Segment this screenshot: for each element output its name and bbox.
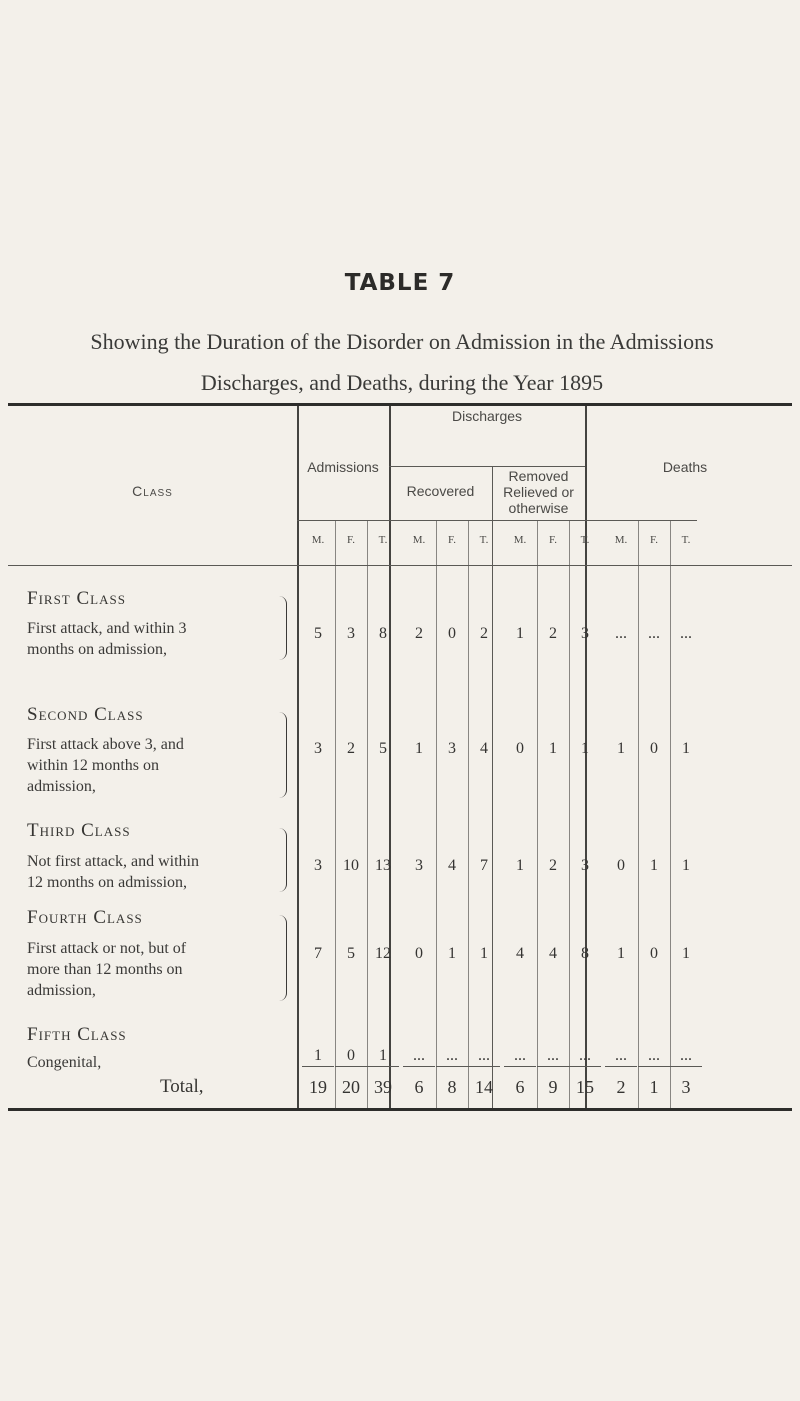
cell-row3-deaths-m: 0 [617, 857, 625, 874]
cell-row4-admissions-t: 12 [375, 945, 391, 962]
cell-row2-removed-f: 1 [549, 740, 557, 757]
table-subtitle [12, 321, 792, 403]
cell-row4-recovered-m: 0 [415, 945, 423, 962]
desc-line: First attack or not, but of [27, 940, 187, 957]
cell-row4-deaths-t: 1 [682, 945, 690, 962]
cell-row2-recovered-m: 1 [415, 740, 423, 757]
cell-row1-removed-t: 3 [581, 625, 589, 642]
column-header-rule [297, 520, 697, 521]
cell-row5-recovered-f: ... [446, 1047, 458, 1064]
header-recovered: Recovered [406, 483, 475, 499]
class-desc-first [27, 618, 272, 660]
cell-row5-removed-f: ... [547, 1047, 559, 1064]
cell-row4-deaths-f: 0 [650, 945, 658, 962]
total-deaths-m: 2 [616, 1077, 626, 1097]
column-rule [304, 565, 332, 566]
column-rule [640, 565, 668, 566]
total-recovered-t: 14 [475, 1077, 493, 1097]
header-class: Class [132, 483, 173, 499]
divider-recovered-removed [492, 466, 493, 1108]
brace-second [276, 712, 287, 798]
column-rule [369, 565, 397, 566]
desc-line: First attack, and within 3 [27, 620, 187, 637]
subheader-recovered-m: M. [412, 534, 426, 546]
sub-column-divider [436, 520, 437, 1108]
sub-column-divider [335, 520, 336, 1108]
sub-column-divider [367, 520, 368, 1108]
total-deaths-t: 3 [681, 1077, 691, 1097]
subheader-admissions-f: F. [347, 534, 355, 546]
class-label-third: Third Class [27, 820, 131, 841]
desc-line: Congenital, [27, 1054, 102, 1071]
cell-row1-recovered-t: 2 [480, 625, 488, 642]
cell-row1-deaths-m: ... [615, 625, 627, 642]
subtitle-line-1: Showing the Duration of the Disorder on Admission in the Admissions [90, 329, 714, 354]
cell-row4-recovered-t: 1 [480, 945, 488, 962]
total-removed-f: 9 [548, 1077, 558, 1097]
cell-row1-removed-f: 2 [549, 625, 557, 642]
cell-row2-admissions-f: 2 [347, 740, 355, 757]
desc-line: First attack above 3, and [27, 736, 184, 753]
sub-column-divider [569, 520, 570, 1108]
cell-row5-admissions-t: 1 [379, 1047, 387, 1064]
class-desc-fifth [27, 1052, 272, 1073]
cell-row3-recovered-f: 4 [448, 857, 456, 874]
total-rule [468, 1066, 500, 1067]
total-deaths-f: 1 [649, 1077, 659, 1097]
header-admissions: Admissions [307, 459, 379, 475]
total-rule [302, 1066, 334, 1067]
total-removed-m: 6 [515, 1077, 525, 1097]
cell-row5-removed-m: ... [514, 1047, 526, 1064]
sub-column-divider [468, 520, 469, 1108]
cell-row5-deaths-f: ... [648, 1047, 660, 1064]
cell-row4-admissions-m: 7 [314, 945, 322, 962]
cell-row2-removed-m: 0 [516, 740, 524, 757]
desc-line: more than 12 months on [27, 961, 183, 978]
header-deaths: Deaths [662, 459, 708, 475]
cell-row1-deaths-f: ... [648, 625, 660, 642]
cell-row3-removed-m: 1 [516, 857, 524, 874]
subtitle-line-2: Discharges, and Deaths, during the Year 1895 [200, 370, 604, 395]
total-recovered-m: 6 [414, 1077, 424, 1097]
desc-line: admission, [27, 778, 96, 795]
cell-row1-deaths-t: ... [680, 625, 692, 642]
total-rule [335, 1066, 367, 1067]
total-rule [403, 1066, 435, 1067]
cell-row2-admissions-t: 5 [379, 740, 387, 757]
cell-row2-recovered-t: 4 [480, 740, 488, 757]
brace-third [276, 828, 287, 892]
class-desc-third [27, 851, 272, 893]
class-label-second: Second Class [27, 704, 144, 725]
sub-column-divider [638, 520, 639, 1108]
subheader-admissions-t: T. [378, 534, 388, 546]
cell-row5-recovered-t: ... [478, 1047, 490, 1064]
class-label-fifth: Fifth Class [27, 1024, 127, 1045]
cell-row4-recovered-f: 1 [448, 945, 456, 962]
cell-row3-deaths-t: 1 [682, 857, 690, 874]
cell-row3-recovered-m: 3 [415, 857, 423, 874]
cell-row1-recovered-m: 2 [415, 625, 423, 642]
cell-row3-recovered-t: 7 [480, 857, 488, 874]
cell-row1-admissions-f: 3 [347, 625, 355, 642]
total-label: Total, [160, 1076, 204, 1097]
cell-row1-recovered-f: 0 [448, 625, 456, 642]
cell-row3-admissions-m: 3 [314, 857, 322, 874]
cell-row5-recovered-m: ... [413, 1047, 425, 1064]
total-rule [670, 1066, 702, 1067]
cell-row5-deaths-m: ... [615, 1047, 627, 1064]
desc-line: Not first attack, and within [27, 853, 199, 870]
cell-row2-deaths-f: 0 [650, 740, 658, 757]
total-admissions-m: 19 [309, 1077, 327, 1097]
subheader-recovered-t: T. [479, 534, 489, 546]
cell-row3-admissions-f: 10 [343, 857, 359, 874]
cell-row2-recovered-f: 3 [448, 740, 456, 757]
cell-row5-admissions-m: 1 [314, 1047, 322, 1064]
cell-row2-admissions-m: 3 [314, 740, 322, 757]
cell-row2-removed-t: 1 [581, 740, 589, 757]
cell-row5-removed-t: ... [579, 1047, 591, 1064]
table-top-rule [8, 403, 792, 406]
cell-row2-deaths-m: 1 [617, 740, 625, 757]
table-title: TABLE 7 [344, 270, 456, 296]
class-label-fourth: Fourth Class [27, 907, 143, 928]
column-rule [607, 565, 635, 566]
cell-row3-removed-f: 2 [549, 857, 557, 874]
desc-line: months on admission, [27, 641, 168, 658]
total-rule [436, 1066, 468, 1067]
column-rule [438, 565, 466, 566]
subheader-removed-t: T. [580, 534, 590, 546]
column-rule [470, 565, 498, 566]
class-label-first: First Class [27, 588, 126, 609]
cell-row5-deaths-t: ... [680, 1047, 692, 1064]
cell-row3-admissions-t: 13 [375, 857, 391, 874]
total-removed-t: 15 [576, 1077, 594, 1097]
header-removed-line-2: Relieved or [503, 484, 574, 500]
class-desc-second [27, 734, 272, 797]
table-bottom-rule [8, 1108, 792, 1111]
cell-row1-removed-m: 1 [516, 625, 524, 642]
cell-row4-removed-m: 4 [516, 945, 524, 962]
cell-row5-admissions-f: 0 [347, 1047, 355, 1064]
subheader-removed-m: M. [513, 534, 527, 546]
total-rule [638, 1066, 670, 1067]
cell-row2-deaths-t: 1 [682, 740, 690, 757]
desc-line: within 12 months on [27, 757, 160, 774]
desc-line: admission, [27, 982, 96, 999]
header-removed-line-1: Removed [508, 468, 569, 484]
column-rule [337, 565, 365, 566]
total-rule [537, 1066, 569, 1067]
subheader-recovered-f: F. [448, 534, 456, 546]
discharges-subheader-rule [389, 466, 585, 467]
total-recovered-f: 8 [447, 1077, 457, 1097]
cell-row4-removed-t: 8 [581, 945, 589, 962]
sub-column-divider [670, 520, 671, 1108]
class-desc-fourth [27, 938, 272, 1001]
header-removed [492, 468, 585, 516]
total-rule [504, 1066, 536, 1067]
cell-row3-deaths-f: 1 [650, 857, 658, 874]
sub-column-divider [537, 520, 538, 1108]
total-rule [367, 1066, 399, 1067]
column-rule [405, 565, 433, 566]
cell-row1-admissions-m: 5 [314, 625, 322, 642]
column-rule [571, 565, 599, 566]
brace-first [276, 596, 287, 660]
header-discharges: Discharges [451, 408, 523, 424]
subheader-deaths-m: M. [614, 534, 628, 546]
subheader-admissions-m: M. [311, 534, 325, 546]
total-rule [605, 1066, 637, 1067]
subheader-deaths-t: T. [681, 534, 691, 546]
column-rule [539, 565, 567, 566]
subheader-removed-f: F. [549, 534, 557, 546]
cell-row3-removed-t: 3 [581, 857, 589, 874]
header-removed-line-3: otherwise [508, 500, 569, 516]
total-admissions-f: 20 [342, 1077, 360, 1097]
brace-fourth [276, 915, 287, 1001]
cell-row4-admissions-f: 5 [347, 945, 355, 962]
desc-line: 12 months on admission, [27, 874, 188, 891]
total-admissions-t: 39 [374, 1077, 392, 1097]
column-rule [506, 565, 534, 566]
column-rule [672, 565, 700, 566]
cell-row4-removed-f: 4 [549, 945, 557, 962]
cell-row1-admissions-t: 8 [379, 625, 387, 642]
cell-row4-deaths-m: 1 [617, 945, 625, 962]
total-rule [569, 1066, 601, 1067]
subheader-deaths-f: F. [650, 534, 658, 546]
